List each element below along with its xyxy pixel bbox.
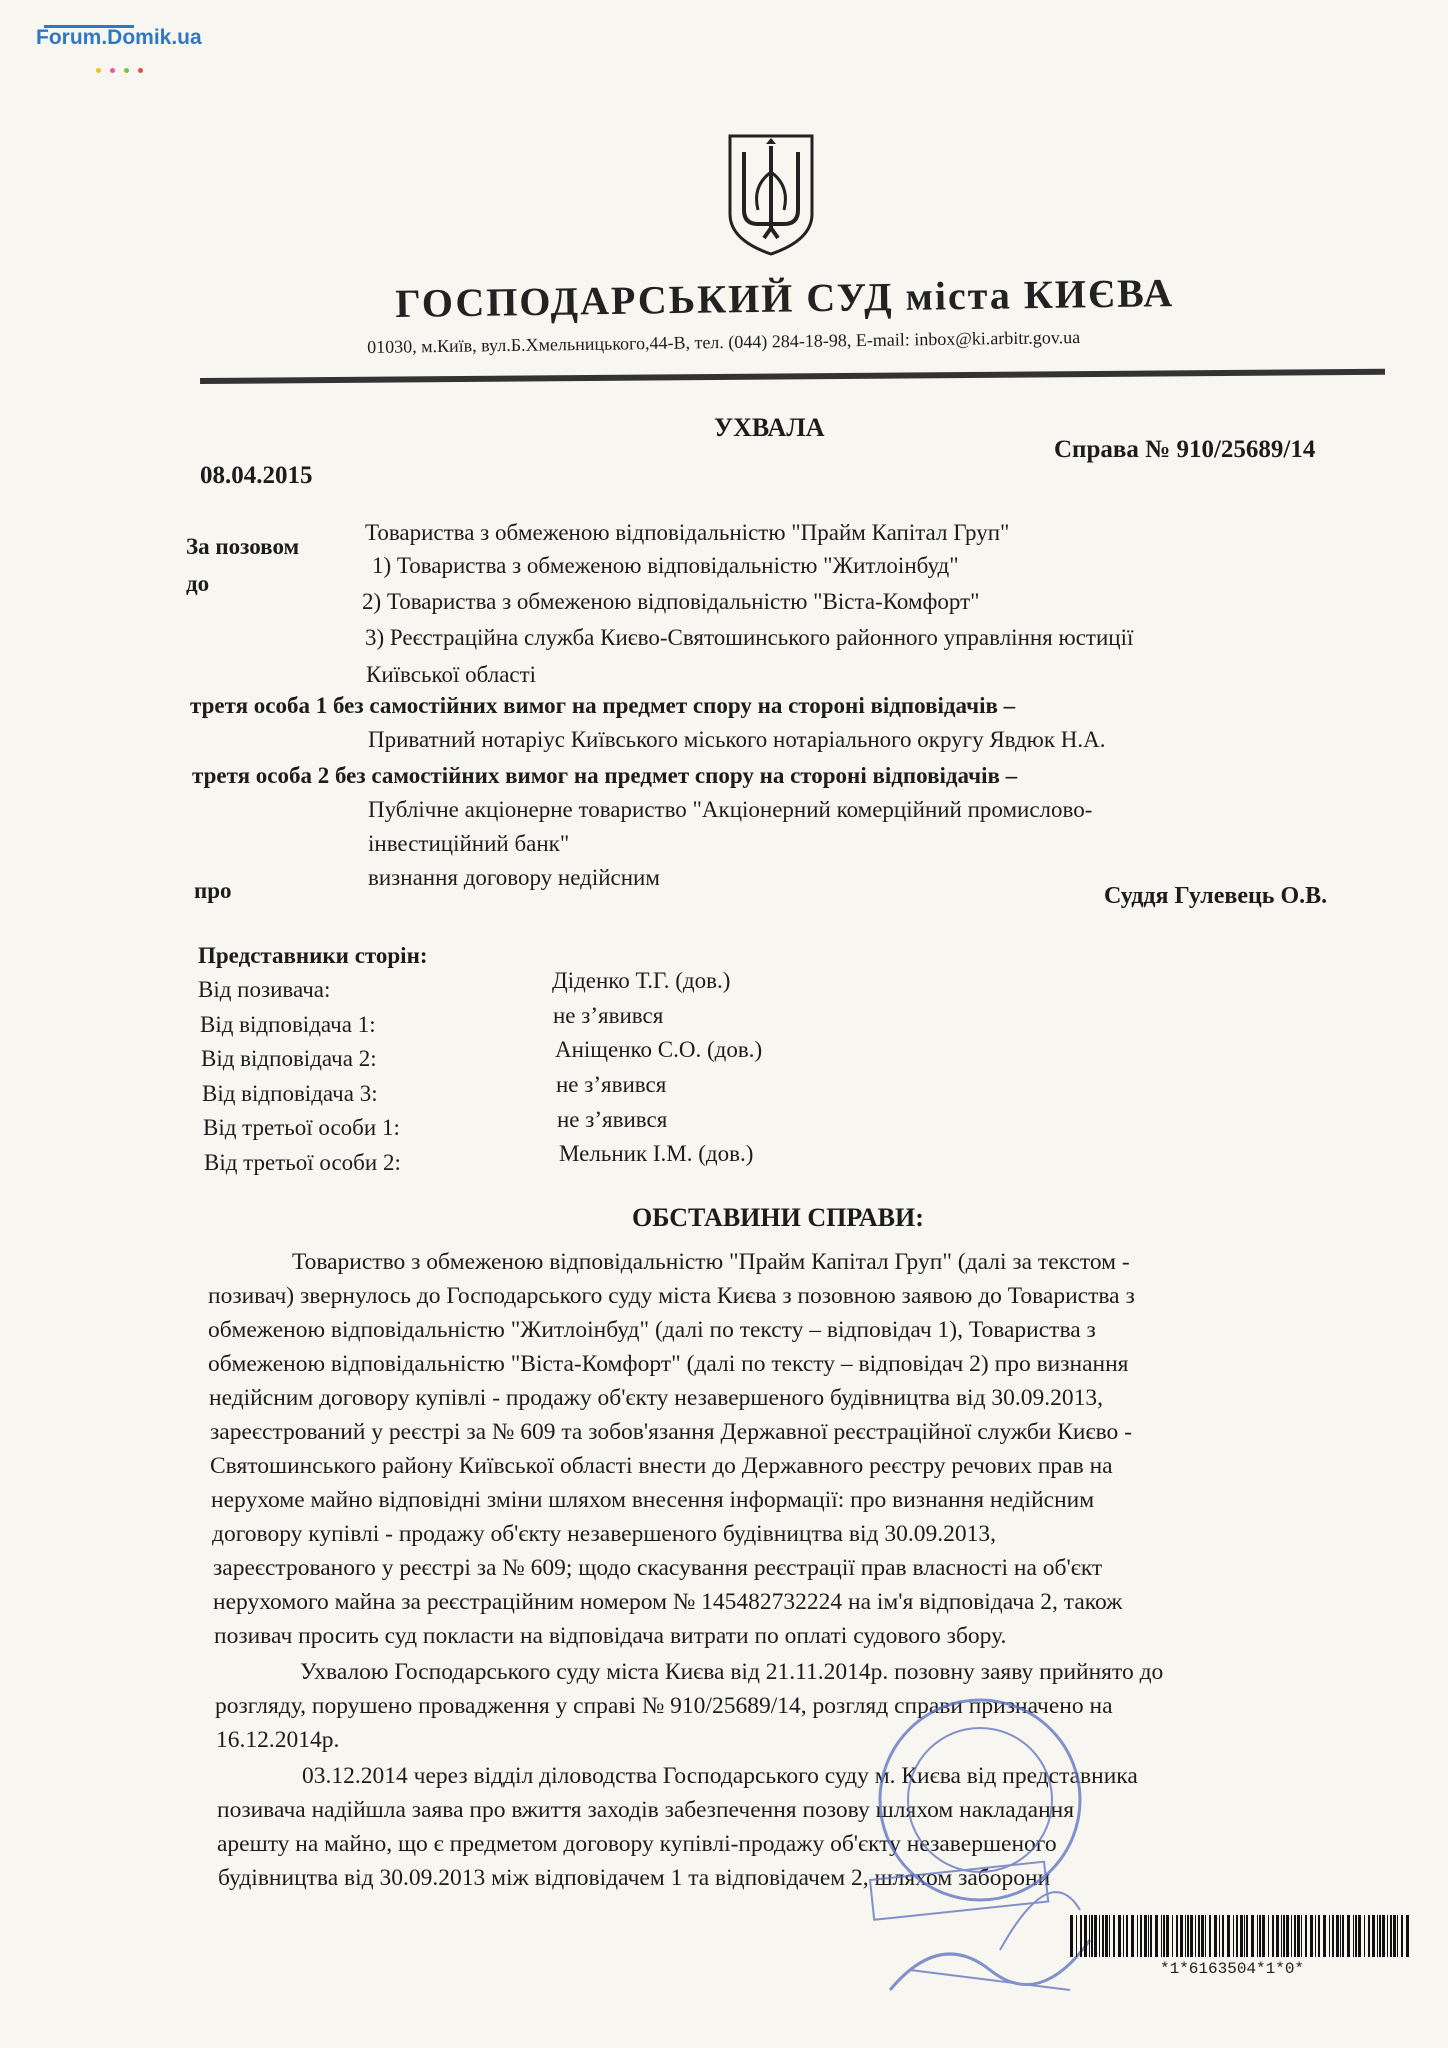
subject-label: про: [194, 878, 232, 903]
paragraph-line: позивач) звернулось до Господарського суду міста Києва з позовною заявою до Товариства з: [208, 1283, 1135, 1309]
representatives-title: Представники сторін:: [198, 943, 428, 968]
court-name: ГОСПОДАРСЬКИЙ СУД міста КИЄВА: [395, 270, 1175, 326]
judge-name: Суддя Гулевець О.В.: [1104, 883, 1328, 909]
rep-name: не з’явився: [556, 1072, 667, 1097]
third-party-1-label: третя особа 1 без самостійних вимог на предмет спору на стороні відповідачів –: [190, 693, 1016, 718]
defendants-label: до: [186, 571, 210, 596]
watermark-dots: [96, 60, 166, 66]
paragraph-line: позивач просить суд покласти на відповідача витрати по оплаті судового збору.: [214, 1623, 1007, 1649]
rep-role: Від позивача:: [198, 977, 331, 1002]
paragraph-line: зареєстрованого у реєстрі за № 609; щодо скасування реєстрації прав власності на об'єкт: [213, 1555, 1103, 1581]
paragraph-line: 03.12.2014 через відділ діловодства Господарського суду м. Києва від представника: [302, 1763, 1138, 1789]
rep-role: Від третьої особи 2:: [204, 1150, 401, 1175]
rep-name: Діденко Т.Г. (дов.): [552, 968, 731, 993]
header-rule: [200, 369, 1385, 384]
paragraph-line: Ухвалою Господарського суду міста Києва від 21.11.2014р. позовну заяву прийнято до: [300, 1659, 1164, 1685]
third-party-1: Приватний нотаріус Київського міського нотаріального округу Явдюк Н.А.: [368, 727, 1106, 752]
official-stamp: [850, 1690, 1110, 2020]
watermark-logo: Forum.Domik.ua: [36, 26, 202, 49]
section-heading: ОБСТАВИНИ СПРАВИ:: [632, 1203, 924, 1232]
claimant-label: За позовом: [186, 534, 300, 559]
paragraph-line: арешту на майно, що є предметом договору купівлі-продажу об'єкту незавершеного: [217, 1831, 1057, 1857]
paragraph-line: розгляду, порушено провадження у справі № 910/25689/14, розгляд справи призначено на: [215, 1693, 1113, 1719]
rep-role: Від відповідача 2:: [201, 1046, 377, 1071]
rep-role: Від відповідача 1:: [200, 1012, 376, 1037]
defendant-3: 3) Реєстраційна служба Києво-Святошинського районного управління юстиції: [365, 625, 1134, 650]
paragraph-line: зареєстрований у реєстрі за № 609 та зобов'язання Державної реєстраційної служби Києво -: [210, 1419, 1132, 1445]
paragraph-line: 16.12.2014р.: [216, 1727, 340, 1753]
claimant-name: Товариства з обмеженою відповідальністю "Прайм Капітал Груп": [365, 520, 1010, 545]
barcode-number: *1*6163504*1*0*: [1160, 1960, 1305, 1978]
subject: визнання договору недійсним: [368, 865, 660, 890]
rep-name: Мельник І.М. (дов.): [559, 1141, 754, 1166]
rep-name: не з’явився: [553, 1003, 664, 1028]
paragraph-line: обмеженою відповідальністю "Віста-Комфорт" (далі по тексту – відповідач 2) про визнання: [208, 1351, 1129, 1377]
coat-of-arms-icon: [726, 132, 816, 257]
rep-name: не з’явився: [557, 1107, 668, 1132]
paragraph-line: будівництва від 30.09.2013 між відповідачем 1 та відповідачем 2, шляхом заборони: [218, 1865, 1051, 1891]
paragraph-line: позивача надійшла заява про вжиття заходів забезпечення позову шляхом накладання: [217, 1797, 1075, 1823]
defendant-3-cont: Київської області: [366, 662, 537, 687]
paragraph-line: Товариство з обмеженою відповідальністю "Прайм Капітал Груп" (далі за текстом -: [292, 1249, 1130, 1275]
document-title: УХВАЛА: [714, 413, 825, 442]
defendant-2: 2) Товариства з обмеженою відповідальністю "Віста-Комфорт": [362, 589, 980, 614]
rep-role: Від третьої особи 1:: [203, 1115, 400, 1140]
paragraph-line: нерухоме майно відповідні зміни шляхом внесення інформації: про визнання недійсним: [211, 1487, 1095, 1513]
court-address: 01030, м.Київ, вул.Б.Хмельницького,44-В, тел. (044) 284-18-98, E-mail: inbox@ki.arbitr.gov.ua: [367, 327, 1081, 357]
paragraph-line: обмеженою відповідальністю "Житлоінбуд" (далі по тексту – відповідач 1), Товариства з: [208, 1317, 1096, 1343]
rep-name: Аніщенко С.О. (дов.): [555, 1037, 763, 1062]
paragraph-line: недійсним договору купівлі - продажу об'єкту незавершеного будівництва від 30.09.2013,: [209, 1385, 1104, 1411]
barcode-icon: [1070, 1915, 1415, 1957]
defendant-1: 1) Товариства з обмеженою відповідальністю "Житлоінбуд": [372, 553, 959, 578]
paragraph-line: нерухомого майна за реєстраційним номером № 145482732224 на ім'я відповідача 2, також: [213, 1589, 1123, 1615]
third-party-2-label: третя особа 2 без самостійних вимог на предмет спору на стороні відповідачів –: [192, 763, 1018, 788]
paragraph-line: договору купівлі - продажу об'єкту незавершеного будівництва від 30.09.2013,: [212, 1521, 996, 1547]
rep-role: Від відповідача 3:: [202, 1081, 378, 1106]
third-party-2: Публічне акціонерне товариство "Акціонерний комерційний промислово-: [368, 797, 1093, 822]
case-number: Справа № 910/25689/14: [1054, 436, 1316, 463]
document-date: 08.04.2015: [200, 462, 313, 489]
paragraph-line: Святошинського району Київської області внести до Державного реєстру речових прав на: [210, 1453, 1113, 1479]
third-party-2-cont: інвестиційний банк": [368, 831, 570, 856]
